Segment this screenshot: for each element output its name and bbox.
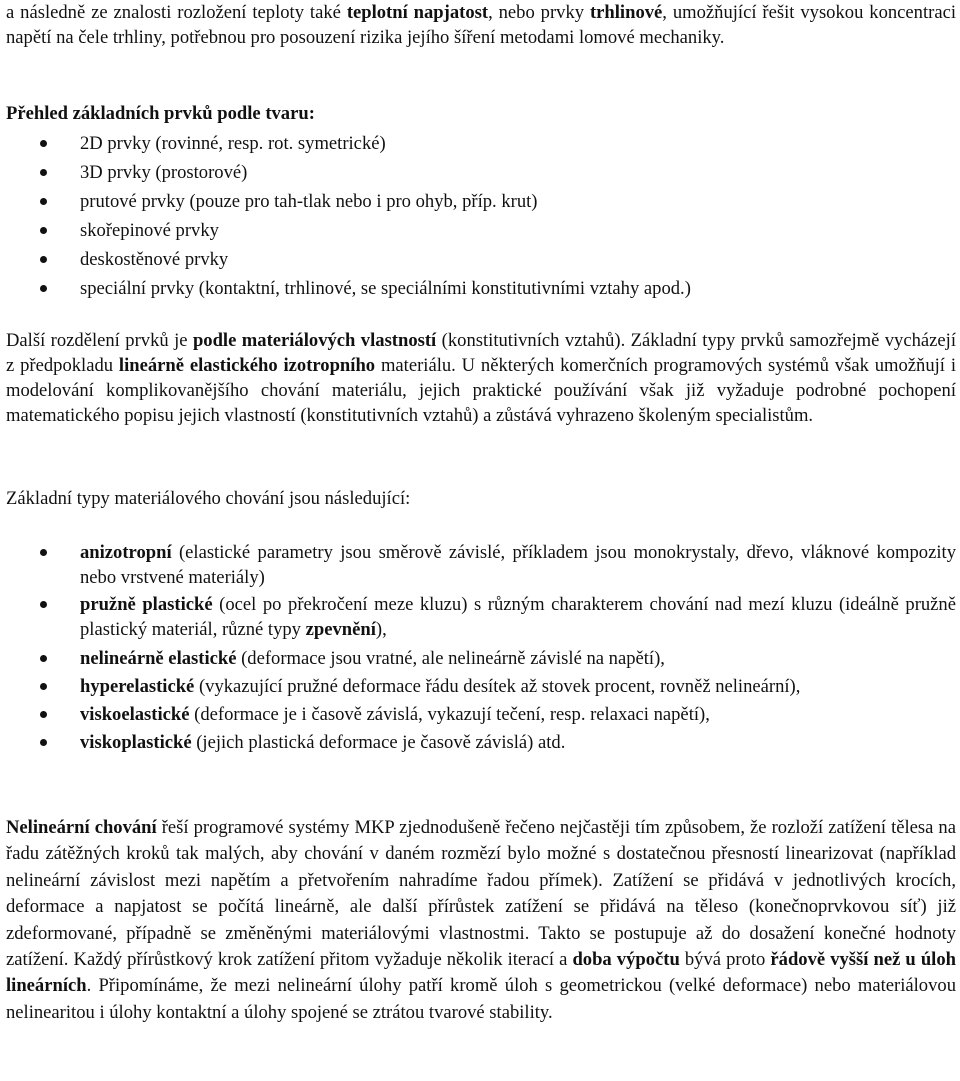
intro-text-1: a následně ze znalosti rozložení teploty také: [6, 2, 347, 23]
list-item-text: (elastické parametry jsou směrově závislé, příkladem jsou monokrystaly, dřevo, vláknové kompozity nebo vrstvené materiály): [80, 542, 956, 588]
nonlinear-bold-compute-time: doba výpočtu: [572, 949, 680, 971]
intro-bold-thermal-stress: teplotní napjatost: [346, 2, 489, 23]
list-item-text: deskostěnové prvky: [80, 249, 229, 270]
list-item-text: (ocel po překročení meze kluzu) s různým charakterem chování nad mezí kluzu (ideálně pružně plastický materiál, různé typy: [80, 594, 956, 640]
materials-bold-linear-elastic: lineárně elastického izotropního: [118, 355, 376, 376]
list-item-bold: anizotropní: [80, 542, 172, 563]
types-heading: Základní typy materiálového chování jsou následující:: [6, 488, 411, 509]
overview-list: [0, 131, 956, 305]
bullet-icon: [40, 601, 47, 608]
list-item: [0, 218, 956, 247]
materials-text-2: (konstitutivních vztahů). Základní typy prvků samozřejmě vycházejí z předpokladu: [6, 330, 956, 376]
materials-text-3: materiálu. U některých komerčních programových systémů však umožňují i modelování komplikovanějšího chování materiálu, jejich praktické používání však již vyžaduje podrobné pochopení matematického popisu jejich vlastností (konstitutivních vztahů) a zůstává vyhrazeno školeným specialistům.: [6, 355, 956, 426]
list-item-text: prutové prvky (pouze pro tah-tlak nebo i pro ohyb, příp. krut): [80, 191, 538, 212]
bullet-icon: [40, 549, 47, 556]
list-item-bold: nelineárně elastické: [80, 648, 237, 669]
intro-text-2: , nebo prvky: [488, 2, 590, 23]
nonlinear-text-3: . Připomínáme, že mezi nelineární úlohy patří kromě úloh s geometrickou (velké deformace) nebo materiálovou nelinearitou i úlohy kontaktní a úlohy spojené se ztrátou tvarové stability.: [6, 975, 956, 1023]
list-item-bold: viskoelastické: [80, 704, 190, 725]
materials-paragraph: [6, 328, 956, 428]
materials-bold-properties: podle materiálových vlastností: [192, 330, 437, 351]
list-item-text: (deformace je i časově závislá, vykazují tečení, resp. relaxaci napětí),: [189, 704, 710, 725]
list-item: [0, 160, 956, 189]
bullet-icon: [40, 655, 47, 662]
list-item-text: (vykazující pružné deformace řádu desítek až stovek procent, rovněž nelineární),: [194, 676, 801, 697]
list-item-text: (jejich plastická deformace je časově závislá) atd.: [191, 732, 566, 753]
list-item-text: (deformace jsou vratné, ale nelineárně závislé na napětí),: [236, 648, 665, 669]
list-item-text: skořepinové prvky: [80, 220, 219, 241]
nonlinear-text-2: bývá proto: [679, 949, 771, 971]
list-item-text: ),: [375, 619, 387, 640]
list-item: [0, 276, 956, 305]
list-item: [0, 674, 956, 699]
bullet-icon: [40, 169, 47, 176]
list-item-bold: viskoplastické: [80, 732, 192, 753]
bullet-icon: [40, 739, 47, 746]
bullet-icon: [40, 285, 47, 292]
overview-heading: Přehled základních prvků podle tvaru:: [6, 103, 315, 124]
list-item-text: 2D prvky (rovinné, resp. rot. symetrické): [80, 133, 386, 154]
bullet-icon: [40, 711, 47, 718]
list-item: [0, 540, 956, 590]
list-item: [0, 189, 956, 218]
list-item-bold: pružně plastické: [80, 594, 213, 615]
list-item-text: 3D prvky (prostorové): [80, 162, 248, 183]
list-item: [0, 247, 956, 276]
material-types-list: [0, 540, 956, 755]
list-item: [0, 646, 956, 671]
intro-paragraph: [6, 0, 956, 50]
bullet-icon: [40, 256, 47, 263]
intro-text-3: , umožňující řešit vysokou koncentraci napětí na čele trhliny, potřebnou pro posouzení rizika jejího šíření metodami lomové mechaniky.: [6, 2, 956, 48]
nonlinear-paragraph: [6, 815, 956, 1026]
bullet-icon: [40, 227, 47, 234]
nonlinear-bold-order-higher: řádově vyšší než u úloh lineárních: [6, 949, 956, 997]
nonlinear-bold-behavior: Nelineární chování: [6, 817, 157, 838]
list-item: [0, 131, 956, 160]
list-item: [0, 730, 956, 755]
bullet-icon: [40, 198, 47, 205]
list-item: [0, 592, 956, 642]
bullet-icon: [40, 683, 47, 690]
list-item-bold-hardening: zpevnění: [305, 619, 376, 640]
list-item-bold: hyperelastické: [80, 676, 195, 697]
intro-bold-crack: trhlinové: [589, 2, 663, 23]
list-item-text: speciální prvky (kontaktní, trhlinové, se speciálními konstitutivními vztahy apod.): [80, 278, 691, 299]
list-item: [0, 702, 956, 727]
materials-text-1: Další rozdělení prvků je: [6, 330, 193, 351]
nonlinear-text-1: řeší programové systémy MKP zjednodušeně řečeno nejčastěji tím způsobem, že rozloží zatížení tělesa na řadu zátěžných kroků tak malých, aby chování v daném rozmězí bylo možné s dostatečnou přesností linearizovat (například nelineární závislost mezi napětím a přetvořením nahradíme řadou přímek). Zatížení se přidává v jednotlivých krocích, deformace a napjatost se počítá lineárně, ale další přírůstek zatížení se přidává na těleso (konečnoprvkovou síť) již zdeformované, případně se změněnými materiálovými vlastnostmi. Takto se postupuje až do dosažení konečné hodnoty zatížení. Každý přírůstkový krok zatížení přitom vyžaduje několik iterací a: [6, 817, 956, 971]
bullet-icon: [40, 140, 47, 147]
